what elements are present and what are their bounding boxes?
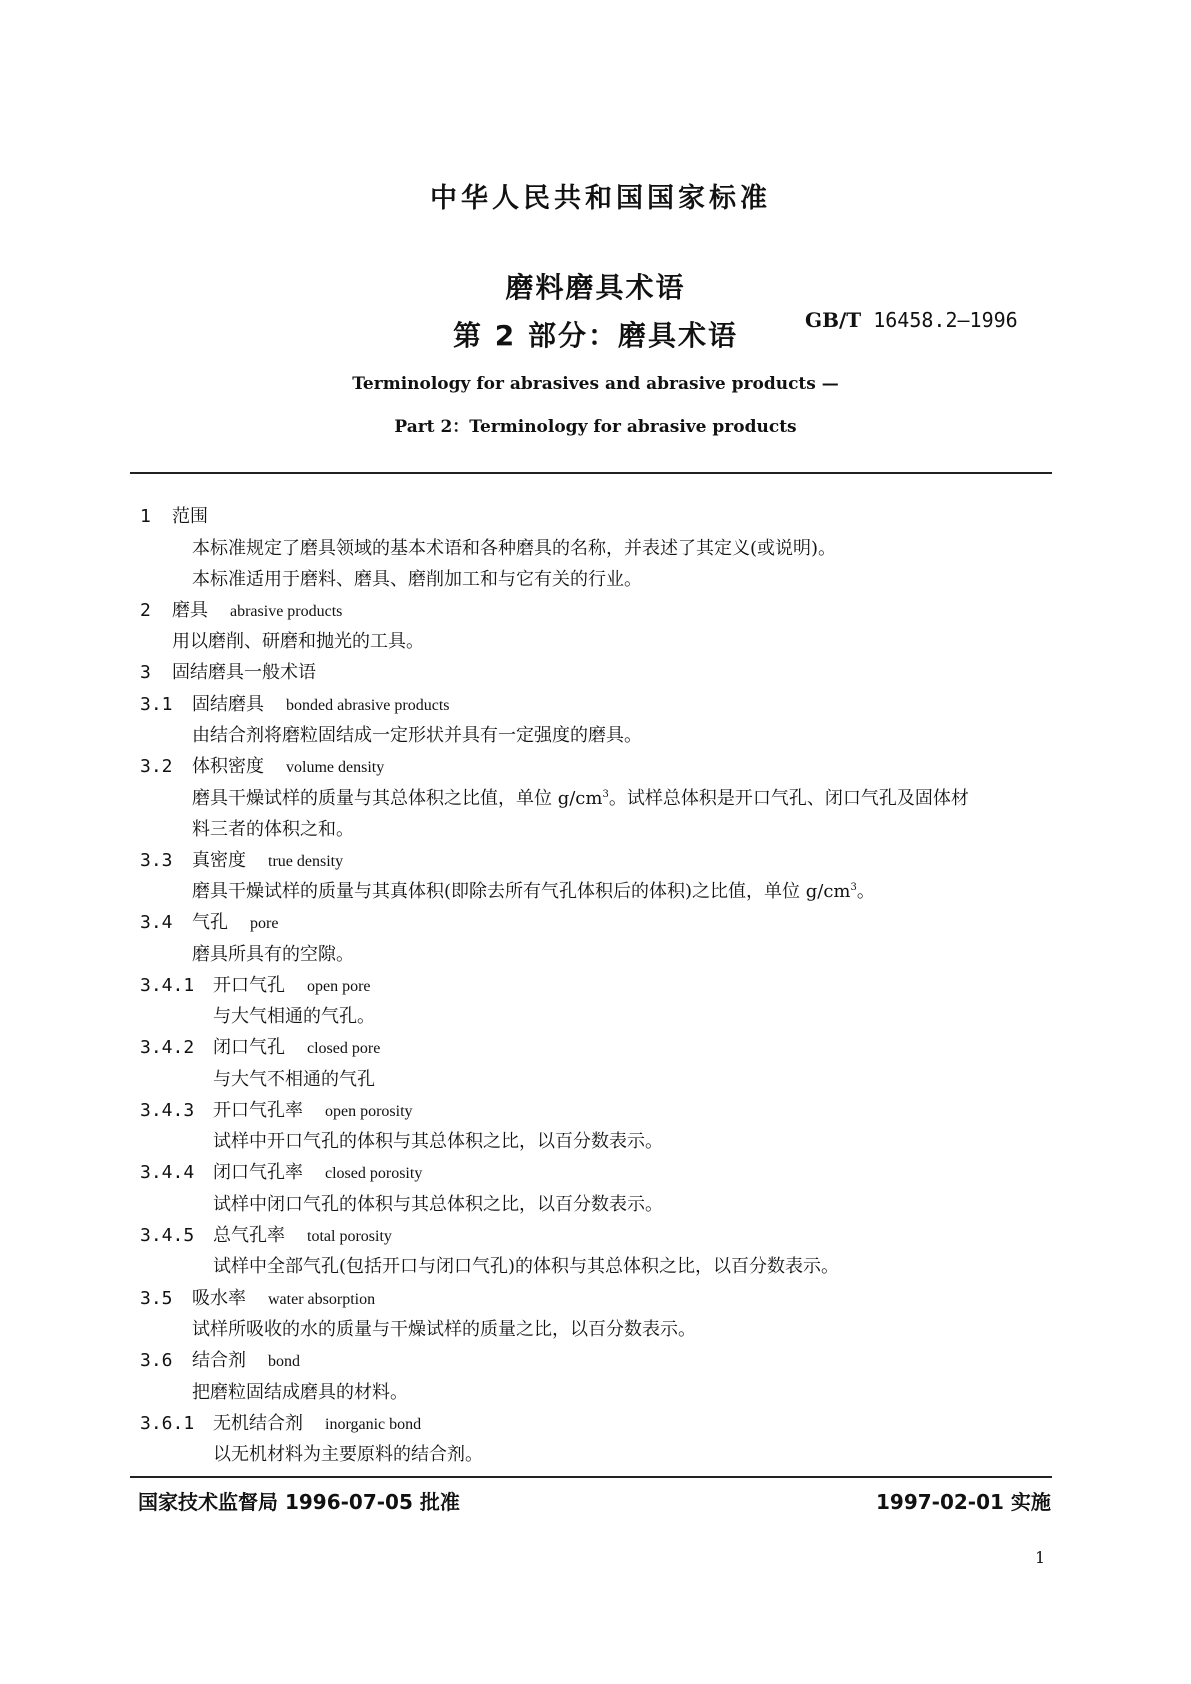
national-standard-title: 中华人民共和国国家标准 xyxy=(430,183,771,214)
section-heading-3-4-5 xyxy=(140,1223,392,1250)
definition-part: 。试样总体积是开口气孔、闭口气孔及固体材 xyxy=(608,788,969,809)
term-en: pore xyxy=(250,915,279,932)
section-heading-1 xyxy=(140,504,208,530)
term-en: open porosity xyxy=(325,1103,413,1120)
superscript: 3 xyxy=(602,789,609,800)
section-number: 3.5 xyxy=(140,1288,173,1309)
definition-part: 。 xyxy=(856,881,875,902)
term-zh: 结合剂 xyxy=(192,1350,246,1371)
definition-text: 用以磨削、研磨和抛光的工具。 xyxy=(172,631,424,652)
term-zh: 闭口气孔 xyxy=(213,1037,285,1058)
term-zh: 体积密度 xyxy=(192,756,264,777)
section-number: 3.4.5 xyxy=(140,1225,195,1246)
section-heading-3-4-1 xyxy=(140,973,371,1000)
term-en: volume density xyxy=(286,759,385,776)
section-number: 1 xyxy=(140,506,151,527)
section-heading-3-1 xyxy=(140,692,450,719)
term-zh: 闭口气孔率 xyxy=(213,1162,303,1183)
section-number: 3.4.4 xyxy=(140,1162,195,1183)
definition-text xyxy=(192,879,875,905)
header-divider xyxy=(130,472,1052,474)
term-zh: 吸水率 xyxy=(192,1288,246,1309)
term-en: true density xyxy=(268,853,344,870)
section-number: 3.4.3 xyxy=(140,1100,195,1121)
definition-text: 以无机材料为主要原料的结合剂。 xyxy=(213,1444,483,1465)
term-en: closed porosity xyxy=(325,1165,423,1182)
definition-text: 与大气不相通的气孔 xyxy=(213,1069,375,1090)
definition-text: 本标准规定了磨具领域的基本术语和各种磨具的名称，并表述了其定义(或说明)。 xyxy=(192,538,837,559)
term-en: water absorption xyxy=(268,1291,376,1308)
term-en: total porosity xyxy=(307,1228,392,1245)
term-zh: 开口气孔 xyxy=(213,975,285,996)
term-en: bonded abrasive products xyxy=(286,697,450,714)
section-heading-3-4-2 xyxy=(140,1035,380,1062)
standard-code-prefix: GB/T xyxy=(805,308,862,332)
definition-text: 试样中开口气孔的体积与其总体积之比，以百分数表示。 xyxy=(213,1131,663,1152)
definition-text: 料三者的体积之和。 xyxy=(192,819,354,840)
term-zh: 气孔 xyxy=(192,912,228,933)
section-number: 3.3 xyxy=(140,850,173,871)
section-heading-3-5 xyxy=(140,1286,375,1313)
section-heading-3 xyxy=(140,660,316,686)
english-title-line2: Part 2：Terminology for abrasive products xyxy=(394,417,797,437)
section-heading-3-4 xyxy=(140,910,278,937)
section-number: 3.2 xyxy=(140,756,173,777)
term-zh: 固结磨具一般术语 xyxy=(172,662,316,683)
effective-date: 1997-02-01 实施 xyxy=(876,1490,1051,1514)
term-zh: 无机结合剂 xyxy=(213,1413,303,1434)
approval-note: 国家技术监督局 1996-07-05 批准 xyxy=(138,1490,460,1514)
definition-text: 由结合剂将磨粒固结成一定形状并具有一定强度的磨具。 xyxy=(192,725,642,746)
document-title-line2: 第 2 部分：磨具术语 xyxy=(453,319,738,352)
term-zh: 磨具 xyxy=(172,600,208,621)
section-number: 2 xyxy=(140,600,151,621)
section-number: 3.6 xyxy=(140,1350,173,1371)
section-heading-3-4-4 xyxy=(140,1160,422,1187)
section-heading-3-6-1 xyxy=(140,1411,421,1438)
definition-text: 试样中全部气孔(包括开口与闭口气孔)的体积与其总体积之比，以百分数表示。 xyxy=(213,1256,840,1277)
definition-part: 磨具干燥试样的质量与其总体积之比值，单位 g/cm xyxy=(192,788,603,809)
section-heading-3-3 xyxy=(140,848,343,875)
standard-code xyxy=(805,308,1018,332)
section-number: 3 xyxy=(140,662,151,683)
definition-text: 试样中闭口气孔的体积与其总体积之比，以百分数表示。 xyxy=(213,1194,663,1215)
section-heading-3-2 xyxy=(140,754,384,781)
term-en: open pore xyxy=(307,978,371,995)
footer-divider xyxy=(130,1476,1052,1478)
superscript: 3 xyxy=(850,882,857,893)
english-title-line1: Terminology for abrasives and abrasive products — xyxy=(352,374,839,394)
definition-text: 本标准适用于磨料、磨具、磨削加工和与它有关的行业。 xyxy=(192,569,642,590)
section-heading-3-4-3 xyxy=(140,1098,413,1125)
section-number: 3.4 xyxy=(140,912,173,933)
section-number: 3.4.1 xyxy=(140,975,195,996)
term-zh: 范围 xyxy=(172,506,208,527)
document-title-line1: 磨料磨具术语 xyxy=(505,271,686,304)
definition-text: 把磨粒固结成磨具的材料。 xyxy=(192,1382,408,1403)
term-en: bond xyxy=(268,1353,300,1370)
page-number: 1 xyxy=(1035,1548,1046,1567)
term-zh: 总气孔率 xyxy=(213,1225,285,1246)
section-heading-3-6 xyxy=(140,1348,300,1375)
section-number: 3.6.1 xyxy=(140,1413,195,1434)
definition-text xyxy=(192,786,969,812)
term-zh: 开口气孔率 xyxy=(213,1100,303,1121)
standard-code-number: 16458.2—1996 xyxy=(873,308,1018,332)
section-heading-2 xyxy=(140,598,342,625)
section-number: 3.4.2 xyxy=(140,1037,195,1058)
definition-text: 试样所吸收的水的质量与干燥试样的质量之比，以百分数表示。 xyxy=(192,1319,696,1340)
term-en: abrasive products xyxy=(230,603,343,620)
definition-text: 磨具所具有的空隙。 xyxy=(192,944,354,965)
section-number: 3.1 xyxy=(140,694,173,715)
term-zh: 真密度 xyxy=(192,850,246,871)
definition-text: 与大气相通的气孔。 xyxy=(213,1006,375,1027)
term-en: closed pore xyxy=(307,1040,381,1057)
definition-part: 磨具干燥试样的质量与其真体积(即除去所有气孔体积后的体积)之比值，单位 g/cm xyxy=(192,881,851,902)
term-en: inorganic bond xyxy=(325,1416,422,1433)
term-zh: 固结磨具 xyxy=(192,694,264,715)
